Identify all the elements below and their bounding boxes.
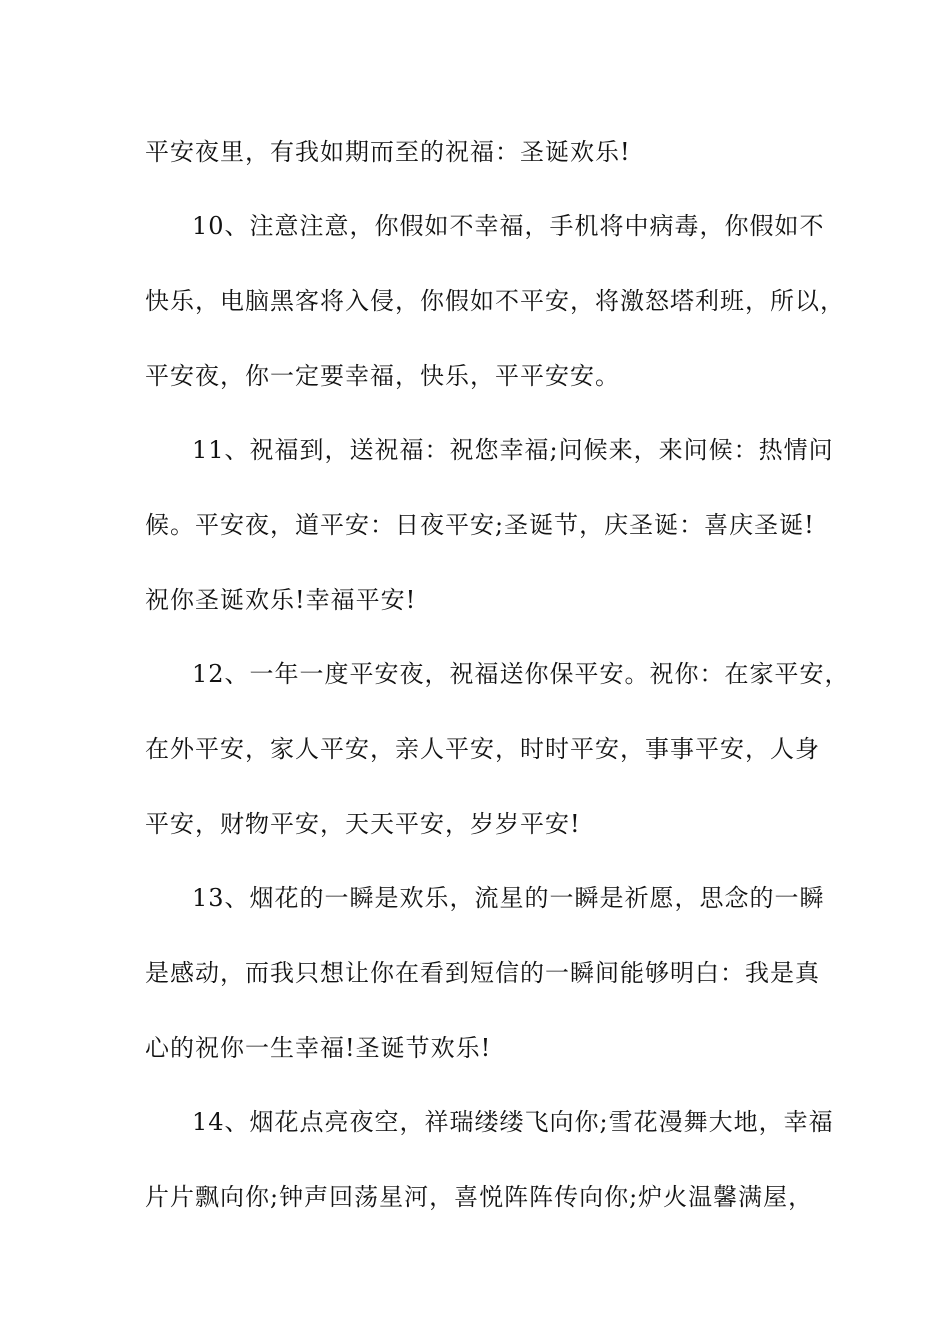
text-line: 平安夜，你一定要幸福，快乐，平平安安。 [145,362,620,390]
text-line: 快乐，电脑黑客将入侵，你假如不平安，将激怒塔利班，所以， [145,287,845,315]
text-line: 祝你圣诞欢乐!幸福平安! [145,586,417,614]
text-line: 候。平安夜，道平安：日夜平安;圣诞节，庆圣诞：喜庆圣诞! [145,511,815,539]
text-line: 片片飘向你;钟声回荡星河，喜悦阵阵传向你;炉火温馨满屋， [145,1183,814,1211]
text-line: 平安夜里，有我如期而至的祝福：圣诞欢乐! [145,138,631,166]
text-line: 是感动，而我只想让你在看到短信的一瞬间能够明白：我是真 [145,959,820,987]
text-line-item-13-start: 13、烟花的一瞬是欢乐，流星的一瞬是祈愿，思念的一瞬 [192,884,825,912]
text-line-item-11-start: 11、祝福到，送祝福：祝您幸福;问候来，来问候：热情问 [192,436,834,464]
text-line: 平安，财物平安，天天平安，岁岁平安! [145,810,581,838]
text-line: 心的祝你一生幸福!圣诞节欢乐! [145,1034,492,1062]
text-line-item-10-start: 10、注意注意，你假如不幸福，手机将中病毒，你假如不 [192,212,825,240]
text-line: 在外平安，家人平安，亲人平安，时时平安，事事平安，人身 [145,735,820,763]
text-line-item-12-start: 12、一年一度平安夜，祝福送你保平安。祝你：在家平安， [192,660,850,688]
text-line-item-14-start: 14、烟花点亮夜空，祥瑞缕缕飞向你;雪花漫舞大地，幸福 [192,1108,834,1136]
